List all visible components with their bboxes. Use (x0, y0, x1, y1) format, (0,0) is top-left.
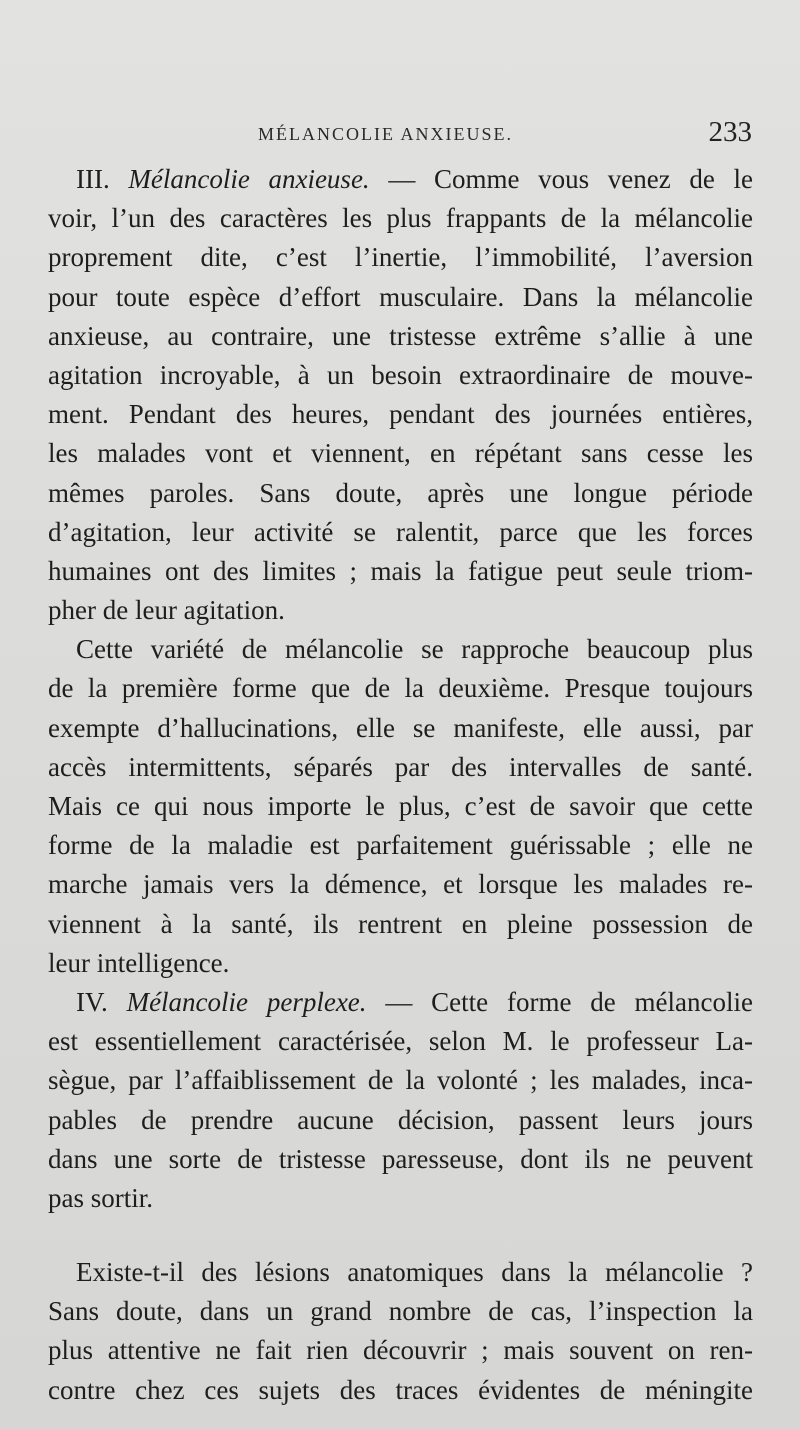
section-title: Mélancolie perplexe. (126, 986, 367, 1017)
paragraph-gap (48, 1218, 753, 1253)
text-line: Mais ce qui nous importe le plus, c’est de savoir que cette (48, 791, 753, 821)
text-line: forme de la maladie est parfaitement guérissable ; elle ne (48, 830, 753, 861)
heading-continuation: — Cette forme de mélancolie (366, 986, 753, 1017)
text-line: dans une sorte de tristesse paresseuse, dont ils ne peuvent (48, 1143, 753, 1174)
text-line: plus attentive ne fait rien découvrir ; mais souvent on ren- (48, 1335, 753, 1366)
page-number: 233 (708, 116, 752, 148)
text-line: voir, l’un des caractères les plus frappants de la mélancolie (48, 203, 753, 234)
text-line: Cette variété de mélancolie se rapproche beaucoup plus (76, 634, 753, 665)
text-line: pour toute espèce d’effort musculaire. Dans la mélancolie (48, 281, 753, 312)
text-line: proprement dite, c’est l’inertie, l’immobilité, l’aversion (48, 242, 753, 273)
text-line: est essentiellement caractérisée, selon M. le professeur La- (48, 1026, 753, 1057)
text-line: leur intelligence. (48, 947, 230, 978)
section-number: IV. (76, 986, 127, 1017)
text-line: Sans doute, dans un grand nombre de cas, l’inspection la (48, 1296, 753, 1327)
text-line: marche jamais vers la démence, et lorsque les malades re- (48, 869, 753, 900)
text-line: humaines ont des limites ; mais la fatigue peut seule triom- (48, 555, 753, 586)
text-line: viennent à la santé, ils rentrent en pleine possession de (48, 908, 753, 939)
text-line: Existe-t-il des lésions anatomiques dans la mélancolie ? (76, 1257, 753, 1288)
text-line: ment. Pendant des heures, pendant des journées entières, (48, 399, 753, 430)
text-line: pas sortir. (48, 1182, 153, 1213)
section-heading-melancolie-anxieuse (48, 160, 753, 199)
section-heading-melancolie-perplexe (48, 983, 753, 1022)
text-line: d’agitation, leur activité se ralentit, parce que les forces (48, 516, 753, 547)
section-title: Mélancolie anxieuse. (128, 164, 370, 194)
text-line: pher de leur agitation. (48, 595, 285, 626)
page-header (48, 116, 752, 152)
text-line: exempte d’hallucinations, elle se manifeste, elle aussi, par (48, 712, 753, 743)
text-line: agitation incroyable, à un besoin extraordinaire de mouve- (48, 359, 753, 390)
page-body (48, 160, 753, 1410)
text-line: mêmes paroles. Sans doute, après une longue période (48, 477, 753, 508)
running-title: MÉLANCOLIE ANXIEUSE. (258, 124, 513, 144)
text-line: sègue, par l’affaiblissement de la volonté ; les malades, inca- (48, 1065, 753, 1096)
text-line: pables de prendre aucune décision, passent leurs jours (48, 1104, 753, 1135)
text-line: anxieuse, au contraire, une tristesse extrême s’allie à une (48, 320, 753, 351)
heading-continuation: — Comme vous venez de le (369, 164, 753, 194)
text-line: accès intermittents, séparés par des intervalles de santé. (48, 751, 753, 782)
text-line: contre chez ces sujets des traces évidentes de méningite (48, 1374, 753, 1405)
section-number: III. (76, 164, 129, 194)
text-line: les malades vont et viennent, en répétant sans cesse les (48, 438, 753, 469)
text-line: de la première forme que de la deuxième. Presque toujours (48, 673, 753, 704)
